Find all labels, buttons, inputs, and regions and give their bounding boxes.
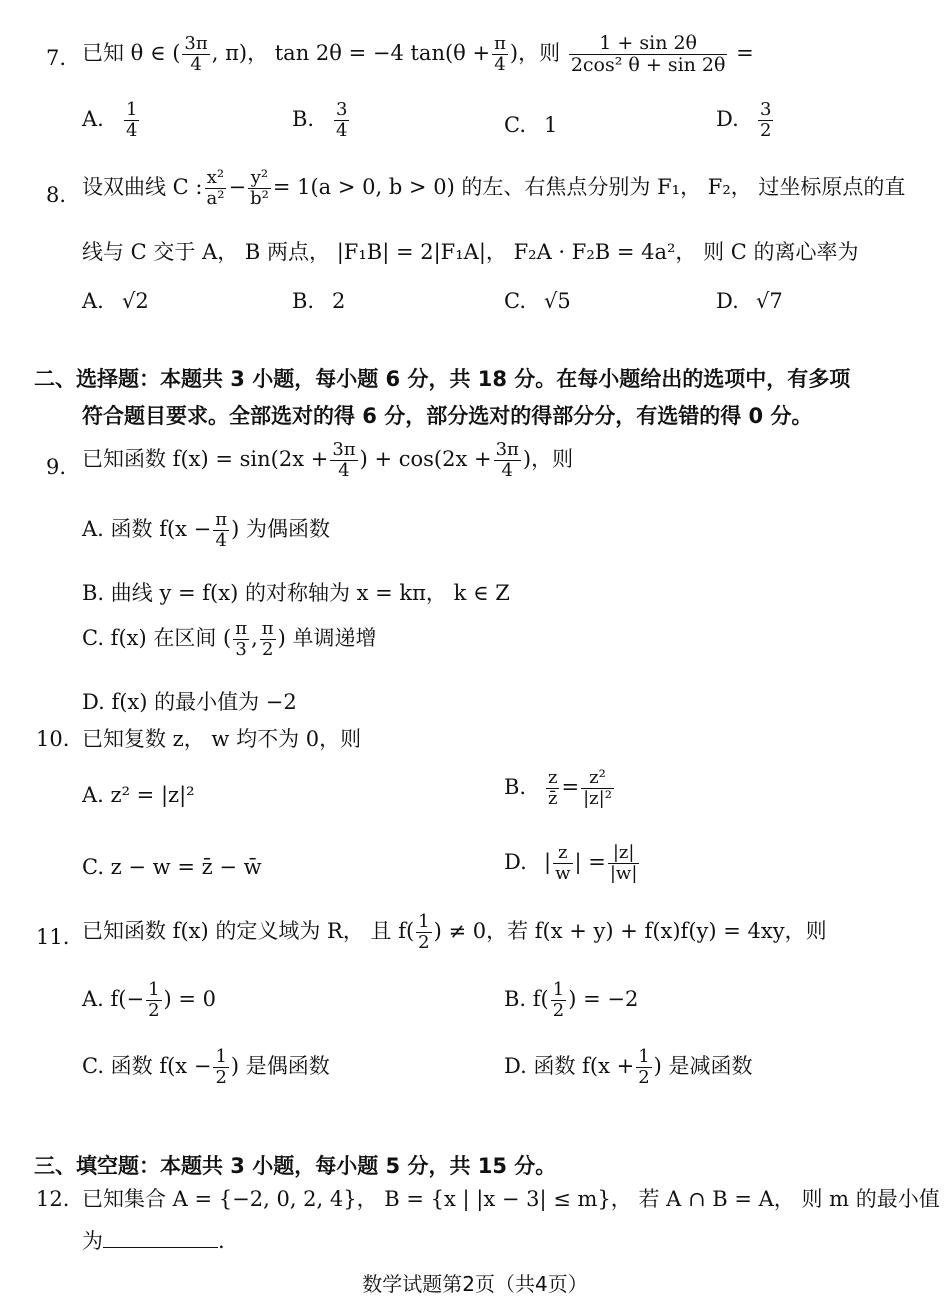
q7-equals: = — [736, 40, 754, 65]
q7-frac-3pi-4: $\frac{3\pi}{4}$ — [184, 33, 208, 75]
q8-stem-line1: 设双曲线 C : $\frac{\text{x²}}{\text{a²}}$ − $\frac{\text{y²}}{\text{b²}}$ = 1(a > 0, b > 0) 的左、右焦点分别为 F₁， F₂， 过坐标原点的直 — [82, 167, 906, 209]
q10-number: 10. — [36, 727, 70, 751]
q10-option-d[interactable]: D. | $\frac{z}{w}$ | = $\frac{|z|}{|w|}$ — [504, 842, 638, 884]
q9-option-b[interactable]: B. 曲线 y = f(x) 的对称轴为 x = kπ， k ∈ Z — [82, 581, 510, 605]
q8-option-c[interactable]: C. √5 — [504, 289, 571, 313]
q12-answer-blank[interactable] — [103, 1229, 218, 1248]
q12-stem-line2: 为 . — [82, 1229, 225, 1253]
q12-stem-line1: 已知集合 A = {−2, 0, 2, 4}， B = {x | |x − 3| ≤ m}， 若 A ∩ B = A， 则 m 的最小值 — [82, 1187, 940, 1211]
section3-heading: 三、填空题：本题共 3 小题，每小题 5 分，共 15 分。 — [34, 1154, 557, 1178]
q9-stem: 已知函数 f(x) = sin(2x + $\frac{3\pi}{4}$ ) + cos(2x + $\frac{3\pi}{4}$ )，则 — [82, 439, 574, 481]
q7-option-a[interactable]: A. $\frac{1}{4}$ — [82, 99, 138, 141]
q11-option-d[interactable]: D. 函数 f(x + $\frac{1}{2}$ ) 是减函数 — [504, 1046, 753, 1088]
q8-frac-y2-b2: $\frac{\text{y²}}{\text{b²}}$ — [250, 167, 269, 209]
q8-stem-line2: 线与 C 交于 A， B 两点， |F₁B| = 2|F₁A|， F₂A · F₂B = 4a²， 则 C 的离心率为 — [82, 240, 859, 264]
q10-option-a[interactable]: A. z² = |z|² — [82, 783, 195, 807]
q7-stem-part: 已知 θ ∈ ( — [82, 40, 181, 65]
q10-option-c[interactable]: C. z − w = z̄ − w̄ — [82, 855, 262, 879]
q8-number: 8. — [46, 183, 67, 207]
q10-stem: 已知复数 z， w 均不为 0，则 — [82, 727, 362, 751]
q11-option-c[interactable]: C. 函数 f(x − $\frac{1}{2}$ ) 是偶函数 — [82, 1046, 330, 1088]
q12-number: 12. — [36, 1187, 70, 1211]
q8-option-a[interactable]: A. √2 — [82, 289, 149, 313]
q7-stem — [82, 33, 754, 76]
q7-frac-pi-4: $\frac{\pi}{4}$ — [494, 33, 506, 75]
q11-stem: 已知函数 f(x) 的定义域为 R， 且 f( $\frac{1}{2}$ ) ≠ 0，若 f(x + y) + f(x)f(y) = 4xy，则 — [82, 911, 827, 953]
q9-option-c[interactable]: C. f(x) 在区间 ( $\frac{\pi}{3}$ , $\frac{\pi}{2}$ ) 单调递增 — [82, 618, 377, 660]
q8-option-b[interactable]: B. 2 — [292, 289, 346, 313]
q8-option-d[interactable]: D. √7 — [716, 289, 783, 313]
section2-heading-cont: 符合题目要求。全部选对的得 6 分，部分选对的得部分分，有选错的得 0 分。 — [82, 404, 813, 428]
q9-option-d[interactable]: D. f(x) 的最小值为 −2 — [82, 690, 297, 714]
q10-option-b[interactable]: B. $\frac{z}{z̄}$ = $\frac{\text{z²}}{\text{|z|²}}$ — [504, 767, 612, 809]
section2-heading: 二、选择题：本题共 3 小题，每小题 6 分，共 18 分。在每小题给出的选项中，有多项 — [34, 367, 851, 391]
q7-option-d[interactable]: D. $\frac{3}{2}$ — [716, 99, 772, 141]
q7-option-c[interactable]: C. 1 — [504, 113, 558, 137]
q11-option-a[interactable]: A. f(− $\frac{1}{2}$ ) = 0 — [82, 979, 217, 1021]
q7-option-b[interactable]: B. $\frac{3}{4}$ — [292, 99, 348, 141]
q9-number: 9. — [46, 455, 67, 479]
page-footer: 数学试题第2页（共4页） — [362, 1272, 588, 1296]
q7-number: 7. — [46, 46, 67, 70]
q8-frac-x2-a2: $\frac{\text{x²}}{\text{a²}}$ — [206, 167, 225, 209]
q11-option-b[interactable]: B. f( $\frac{1}{2}$ ) = −2 — [504, 979, 639, 1021]
q11-number: 11. — [36, 925, 70, 949]
q7-big-fraction: $\frac{1 + \sin 2\theta}{\text{2cos² θ + sin 2θ}}$ — [570, 32, 726, 76]
q7-stem-part: , π)， tan 2θ = −4 tan(θ + — [211, 40, 491, 65]
q9-option-a[interactable]: A. 函数 f(x − $\frac{\pi}{4}$ ) 为偶函数 — [82, 509, 330, 551]
q7-stem-part: )，则 — [509, 40, 561, 65]
